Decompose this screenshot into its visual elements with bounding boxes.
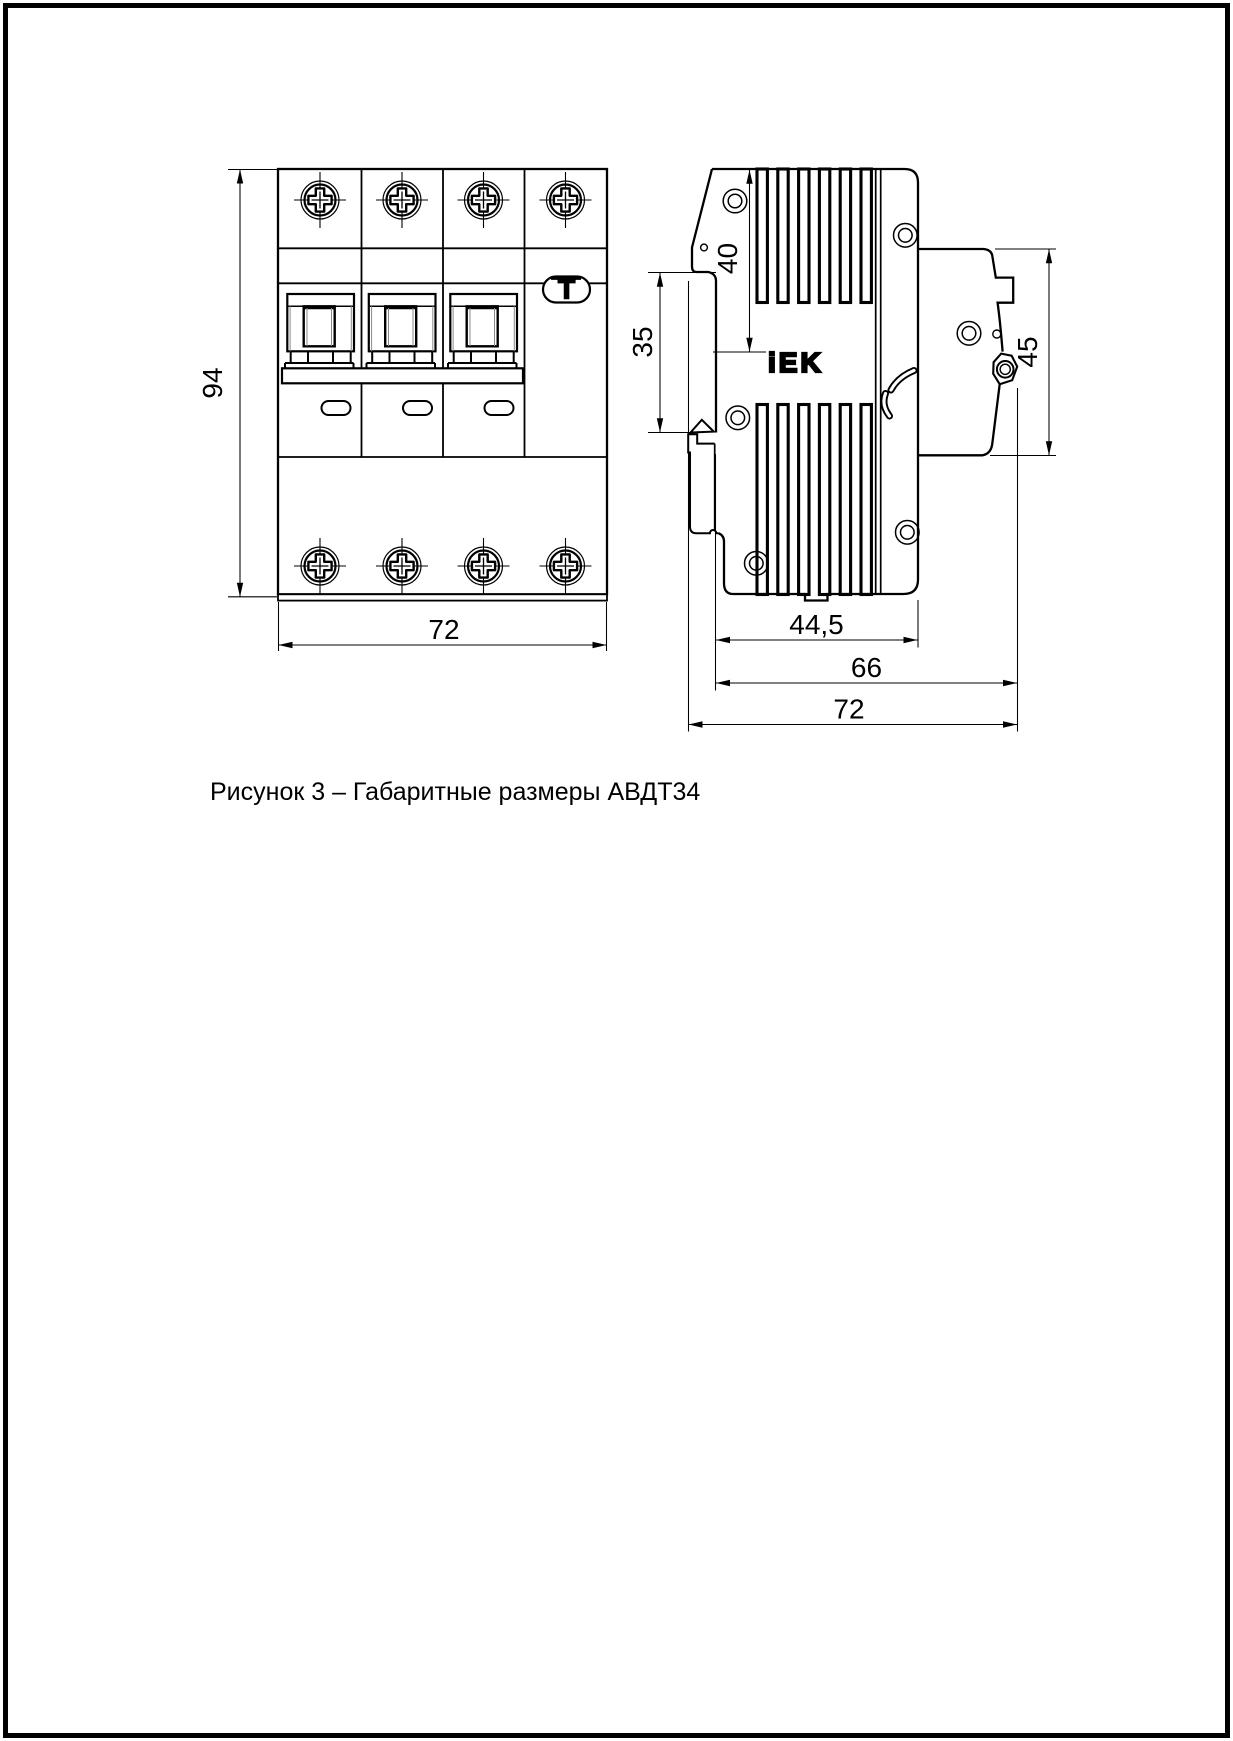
dimension-35 [627,273,716,433]
dimension-66 [716,652,1017,686]
rivet-icon [723,189,747,213]
dim-label-40: 40 [712,242,743,275]
dimension-72-side [689,694,1018,728]
dim-label-72-side: 72 [833,693,865,725]
side-view [688,169,1017,601]
hook-pin-hole [701,244,708,251]
indicator-window [485,401,514,415]
rivet-icon [726,406,750,430]
dim-label-44-5: 44,5 [789,609,844,640]
handle-indicator-slots [884,371,914,417]
front-view [278,169,607,601]
figure-caption: Рисунок 3 – Габаритные размеры АВДТ34 [210,778,701,806]
case-ridge-lines [876,170,881,593]
iek-logo: iEK [768,347,824,378]
rivet-icon [894,224,918,248]
small-pin-hole [993,330,1001,338]
dim-label-72-front: 72 [428,614,460,645]
dim-label-94: 94 [197,367,228,399]
terminal-lower-profile [918,384,1000,455]
front-bottom-plate [278,594,607,600]
din-rail-latch [691,420,714,433]
terminal-upper-profile [918,249,1013,352]
test-button-label: Т [557,273,576,305]
dimension-44-5 [716,609,918,643]
dimension-width-72 [279,602,607,651]
indicator-window [403,401,432,415]
page-border [6,6,1228,1736]
terminal-screw-icon [997,361,1014,378]
dim-label-35: 35 [627,326,658,358]
dimension-45 [990,249,1056,456]
rear-hook-profile [692,169,716,433]
side-body-outline [712,169,918,601]
rivet-icon [896,521,920,545]
dim-label-66: 66 [850,652,883,683]
test-button [543,274,590,305]
indicator-window [322,401,351,415]
dimension-height-94 [197,170,277,597]
vent-slots [757,169,871,595]
dim-label-45: 45 [1012,336,1043,368]
lever-tie-bar [282,368,523,383]
rivet-icon [957,322,981,346]
